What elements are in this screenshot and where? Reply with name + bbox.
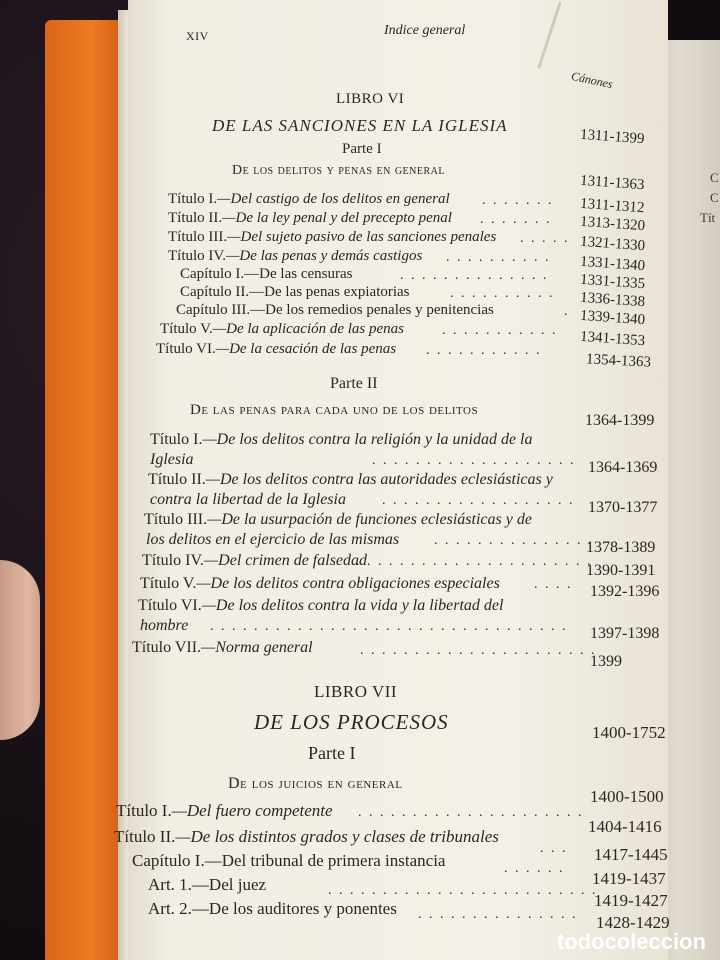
entry-text: —De la ley penal y del precepto penal (222, 210, 452, 226)
range: 1399 (590, 653, 622, 670)
entry-text: —De los distintos grados y clases de tribunales (175, 827, 499, 846)
part-title: De los juicios en general (228, 775, 403, 792)
range: 1311-1363 (579, 172, 645, 194)
entry-head: Capítulo I. (180, 266, 245, 282)
leader-dots: . . . . . . . . . . . . . . . . . . . . . . (356, 554, 593, 569)
range: 1378-1389 (586, 539, 656, 556)
entry-text: —Norma general (201, 639, 313, 656)
leader-dots: . . . . . (520, 231, 570, 246)
range: 1364-1399 (585, 412, 655, 429)
book-label: LIBRO VI (336, 91, 405, 107)
entry-text: —Del sujeto pasivo de las sanciones penales (227, 229, 497, 245)
leader-dots: . . . . . . . . . . . . . . . . . . . . . (358, 805, 584, 820)
column-heading: Cánones (570, 68, 614, 92)
right-fragment: C (710, 190, 719, 205)
entry-head: Título V. (140, 575, 197, 592)
entry-text-cont: los delitos en el ejercicio de las mismas (146, 531, 400, 548)
entry-text: —De las penas expiatorias (249, 284, 410, 300)
leader-dots: . (564, 304, 570, 319)
entry-text: —De la aplicación de las penas (212, 321, 405, 337)
leader-dots: . . . . . . . . . . . . . . . (434, 533, 594, 548)
entry-head: Art. 2. (148, 899, 192, 918)
page-crease (537, 1, 561, 69)
entry-text: —De la usurpación de funciones eclesiásticas y de (207, 511, 532, 528)
range: 1313-1320 (579, 213, 646, 235)
entry-head: Título III. (168, 229, 228, 245)
book-title: DE LOS PROCESOS (254, 710, 449, 734)
entry-head: Título II. (148, 471, 206, 488)
book-title: DE LAS SANCIONES EN LA IGLESIA (212, 116, 508, 135)
entry-text-cont: Iglesia (150, 451, 194, 468)
book-label: LIBRO VII (314, 682, 398, 701)
range: 1370-1377 (588, 499, 658, 516)
entry-head: Título I. (168, 191, 218, 207)
part-title: De las penas para cada uno de los delitos (190, 402, 479, 418)
leader-dots: . . . . . . . (482, 193, 554, 208)
entry-head: Título VI. (156, 341, 216, 357)
watermark-logo (547, 928, 716, 956)
leader-dots: . . . . . . . . . . (450, 286, 555, 301)
range: 1419-1437 (592, 869, 666, 888)
entry-head: Título VII. (132, 639, 202, 656)
finger (0, 560, 40, 740)
leader-dots: . . . . (534, 577, 573, 592)
book-page (114, 0, 670, 960)
entry-text: —De los remedios penales y penitencias (250, 302, 494, 318)
leader-dots: . . . . . . . . . . (446, 250, 551, 265)
entry-text: —De los delitos contra la religión y la unidad de la (202, 431, 533, 448)
entry-head: Capítulo III. (176, 302, 251, 318)
range: 1392-1396 (590, 583, 660, 600)
range: 1341-1353 (579, 328, 646, 350)
entry-head: Título IV. (142, 552, 204, 569)
entry-head: Título II. (114, 827, 176, 846)
leader-dots: . . . . . . . . . . . . . . . . . . (382, 493, 575, 508)
entry-text: —Del castigo de los delitos en general (217, 191, 450, 207)
entry-head: Título III. (144, 511, 208, 528)
entry-text: —De las penas y demás castigos (226, 248, 423, 264)
entry-head: Título V. (160, 321, 213, 337)
leader-dots: . . . . . . . . . . . (442, 323, 558, 338)
range: 1331-1340 (579, 253, 646, 275)
range: 1321-1330 (579, 233, 646, 255)
range: 1400-1752 (592, 723, 666, 742)
entry-text: —De los delitos contra las autoridades eclesiásticas y (205, 471, 553, 488)
leader-dots: . . . . . . . . . . . . . . . . . . . . . . . . . . . . . . . . . (210, 619, 568, 634)
entry-text-cont: hombre (140, 617, 189, 634)
leader-dots: . . . (540, 841, 568, 856)
entry-text: —Del juez (191, 875, 267, 894)
range: 1390-1391 (586, 562, 656, 579)
entry-text: —De las censuras (244, 266, 353, 282)
right-fragment: Tít (700, 210, 716, 225)
range: 1428-1429 (596, 913, 670, 932)
entry-head: Título II. (168, 210, 223, 226)
entry-text: —De los delitos contra obligaciones especiales (196, 575, 500, 592)
entry-text-cont: contra la libertad de la Iglesia (150, 491, 346, 508)
entry-text: —Del crimen de falsedad (203, 552, 368, 569)
range: 1397-1398 (590, 625, 660, 642)
entry-head: Capítulo I. (132, 851, 205, 870)
page-number: XIV (186, 29, 209, 43)
leader-dots: . . . . . . . . . . . . . . (400, 268, 549, 283)
entry-text: —De los auditores y ponentes (191, 899, 397, 918)
leader-dots: . . . . . . . . . . . . . . . (418, 907, 578, 922)
entry-text: —De la cesación de las penas (215, 341, 397, 357)
entry-head: Título VI. (138, 597, 202, 614)
entry-head: Art. 1. (148, 875, 192, 894)
watermark-text: todocoleccion (556, 929, 706, 954)
leader-dots: . . . . . . . . . . . . . . . . . . . . . . . . . (328, 883, 598, 898)
range: 1354-1363 (585, 351, 652, 371)
part-label: Parte II (330, 375, 378, 392)
range: 1419-1427 (594, 891, 668, 910)
entry-head: Título I. (116, 801, 172, 820)
entry-text: —Del tribunal de primera instancia (204, 851, 446, 870)
range: 1404-1416 (588, 817, 662, 836)
range: 1400-1500 (590, 787, 664, 806)
range: 1336-1338 (579, 289, 646, 311)
leader-dots: . . . . . . . . . . . . . . . . . . . (372, 453, 576, 468)
part-title: De los delitos y penas en general (232, 163, 445, 178)
range: 1417-1445 (594, 845, 668, 864)
range: 1311-1312 (579, 195, 645, 217)
entry-head: Título IV. (168, 248, 227, 264)
running-title: Indice general (384, 23, 466, 38)
part-label: Parte I (308, 743, 356, 763)
right-fragment: C (710, 170, 719, 185)
leader-dots: . . . . . . . (480, 212, 552, 227)
leader-dots: . . . . . . . . . . . . . . . . . . . . . . (360, 643, 597, 658)
part-label: Parte I (342, 141, 382, 157)
entry-text: —De los delitos contra la vida y la libertad del (201, 597, 504, 614)
entry-head: Capítulo II. (180, 284, 250, 300)
range: 1311-1399 (579, 126, 645, 148)
range: 1364-1369 (588, 459, 658, 476)
entry-text: —Del fuero competente (171, 801, 333, 820)
leader-dots: . . . . . . . . . . . (426, 343, 542, 358)
range: 1331-1335 (579, 271, 646, 293)
entry-head: Título I. (150, 431, 203, 448)
range: 1339-1340 (579, 307, 646, 329)
leader-dots: . . . . . . (504, 861, 565, 876)
